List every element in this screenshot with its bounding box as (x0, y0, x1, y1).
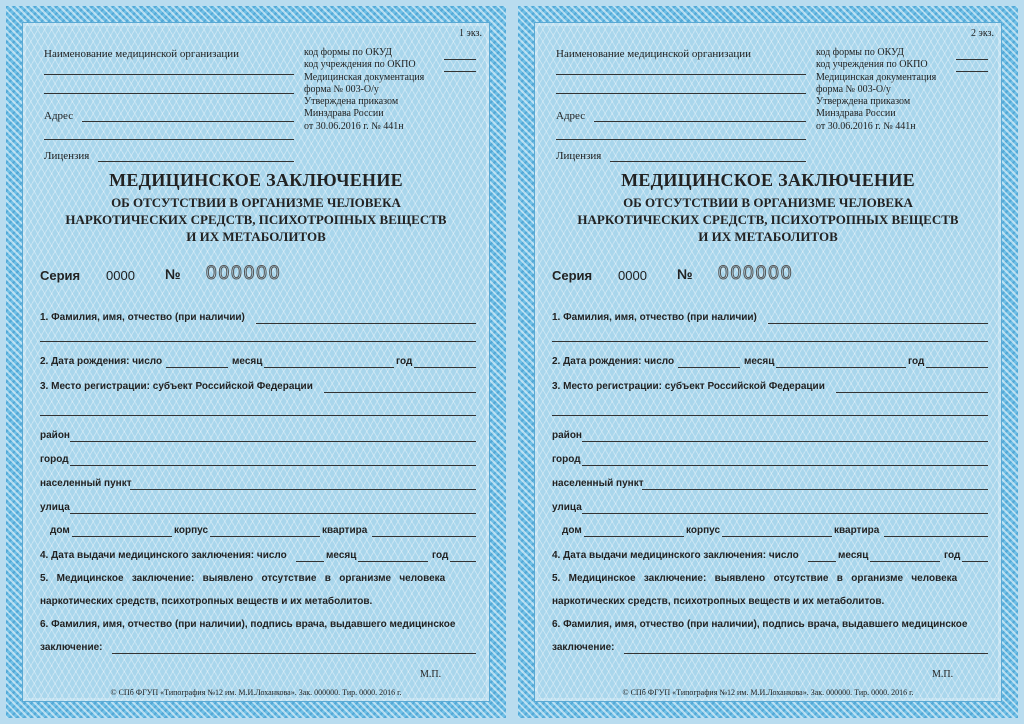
issue-day-label: 4. Дата выдачи медицинского заключения: число (552, 550, 799, 561)
number-value: 000000 (718, 263, 794, 284)
house-label: дом (562, 525, 582, 536)
issue-year-line[interactable] (450, 561, 476, 562)
form-copy-2 (512, 0, 1024, 724)
birth-year-line[interactable] (414, 367, 476, 368)
okud-line: от 30.06.2016 г. № 441н (304, 120, 404, 132)
issue-year-line[interactable] (962, 561, 988, 562)
document-subtitle-3: И ИХ МЕТАБОЛИТОВ (698, 229, 838, 244)
fio-line-2[interactable] (552, 341, 988, 342)
city-line[interactable] (582, 465, 988, 466)
series-value: 0000 (106, 268, 135, 283)
address-line-2[interactable] (44, 139, 294, 140)
number-label: № (165, 266, 181, 282)
building-label: корпус (174, 525, 209, 536)
series-label: Серия (40, 268, 81, 283)
locality-label: населенный пункт (552, 478, 644, 489)
license-line[interactable] (98, 161, 294, 162)
house-line[interactable] (72, 536, 172, 537)
conclusion-text-2: наркотических средств, психотропных веществ и их метаболитов. (552, 596, 885, 607)
number-value: 000000 (206, 263, 282, 284)
okud-line: форма № 003-О/у (304, 83, 379, 95)
locality-label: населенный пункт (40, 478, 132, 489)
series-value: 0000 (618, 268, 647, 283)
building-line[interactable] (210, 536, 320, 537)
fio-label: 1. Фамилия, имя, отчество (при наличии) (40, 312, 245, 323)
okud-line: Утверждена приказом (816, 96, 911, 108)
license-label: Лицензия (556, 150, 602, 162)
building-line[interactable] (722, 536, 832, 537)
okud-line: код формы по ОКУД (304, 47, 392, 58)
city-label: город (552, 454, 581, 465)
birth-year-label: год (908, 356, 925, 367)
locality-line[interactable] (130, 489, 476, 490)
copy-number: 1 экз. (459, 28, 482, 39)
issue-month-line[interactable] (870, 561, 940, 562)
issue-day-line[interactable] (808, 561, 836, 562)
stamp-place-label: М.П. (932, 669, 954, 680)
fio-line-1[interactable] (768, 323, 988, 324)
form-okud-block (304, 47, 424, 133)
issue-month-line[interactable] (358, 561, 428, 562)
document-subtitle-2: НАРКОТИЧЕСКИХ СРЕДСТВ, ПСИХОТРОПНЫХ ВЕЩЕСТВ (577, 212, 959, 227)
form-okud-block (816, 47, 936, 133)
fio-line-2[interactable] (40, 341, 476, 342)
birth-month-line[interactable] (776, 367, 906, 368)
doctor-label-2: заключение: (552, 642, 615, 653)
issue-year-label: год (944, 550, 961, 561)
birth-month-label: месяц (232, 356, 263, 367)
document-title: МЕДИЦИНСКОЕ ЗАКЛЮЧЕНИЕ (621, 170, 915, 190)
doctor-label-1: 6. Фамилия, имя, отчество (при наличии), подпись врача, выдавшего медицинское (40, 619, 456, 630)
birth-day-label: 2. Дата рождения: число (552, 356, 675, 367)
registration-line-1[interactable] (324, 392, 476, 393)
city-label: город (40, 454, 69, 465)
apartment-label: квартира (322, 525, 368, 536)
district-line[interactable] (582, 441, 988, 442)
org-name-line-2[interactable] (556, 93, 806, 94)
number-label: № (677, 266, 693, 282)
issue-month-label: месяц (326, 550, 357, 561)
district-label: район (552, 430, 582, 441)
address-line-1[interactable] (594, 121, 806, 122)
document-subtitle-3: И ИХ МЕТАБОЛИТОВ (186, 229, 326, 244)
okud-line: Минздрава России (816, 108, 896, 120)
printer-footer: © СПб ФГУП «Типография №12 им. М.И.Лоханкова». Зак. 000000. Тир. 0000. 2016 г. (110, 688, 402, 697)
apartment-line[interactable] (372, 536, 476, 537)
address-line-1[interactable] (82, 121, 294, 122)
printer-footer: © СПб ФГУП «Типография №12 им. М.И.Лоханкова». Зак. 000000. Тир. 0000. 2016 г. (622, 688, 914, 697)
issue-day-line[interactable] (296, 561, 324, 562)
okpo-code-line[interactable] (956, 71, 988, 72)
address-label: Адрес (44, 110, 74, 122)
doctor-label-2: заключение: (40, 642, 103, 653)
issue-day-label: 4. Дата выдачи медицинского заключения: число (40, 550, 287, 561)
okud-line: Минздрава России (304, 108, 384, 120)
okud-line: Утверждена приказом (304, 96, 399, 108)
okud-line: код учреждения по ОКПО (304, 59, 416, 71)
org-name-label: Наименование медицинской организации (556, 48, 751, 60)
registration-line-2[interactable] (40, 415, 476, 416)
birth-day-line[interactable] (166, 367, 228, 368)
okpo-code-line[interactable] (444, 71, 476, 72)
house-label: дом (50, 525, 70, 536)
city-line[interactable] (70, 465, 476, 466)
doctor-line[interactable] (112, 653, 476, 654)
birth-year-line[interactable] (926, 367, 988, 368)
org-name-line-1[interactable] (44, 74, 294, 75)
registration-label: 3. Место регистрации: субъект Российской Федерации (552, 381, 825, 392)
street-label: улица (552, 502, 582, 513)
okud-line: от 30.06.2016 г. № 441н (816, 120, 916, 132)
conclusion-text-1: 5. Медицинское заключение: выявлено отсутствие в организме человека (40, 573, 446, 584)
document-title: МЕДИЦИНСКОЕ ЗАКЛЮЧЕНИЕ (109, 170, 403, 190)
okud-line: код учреждения по ОКПО (816, 59, 928, 71)
okud-code-line[interactable] (956, 59, 988, 60)
conclusion-text-2: наркотических средств, психотропных веществ и их метаболитов. (40, 596, 373, 607)
street-line[interactable] (70, 513, 476, 514)
org-name-line-2[interactable] (44, 93, 294, 94)
registration-label: 3. Место регистрации: субъект Российской Федерации (40, 381, 313, 392)
birth-year-label: год (396, 356, 413, 367)
issue-year-label: год (432, 550, 449, 561)
birth-month-line[interactable] (264, 367, 394, 368)
locality-line[interactable] (642, 489, 988, 490)
okud-code-line[interactable] (444, 59, 476, 60)
okud-line: код формы по ОКУД (816, 47, 904, 58)
license-label: Лицензия (44, 150, 90, 162)
house-line[interactable] (584, 536, 684, 537)
org-name-line-1[interactable] (556, 74, 806, 75)
document-subtitle-2: НАРКОТИЧЕСКИХ СРЕДСТВ, ПСИХОТРОПНЫХ ВЕЩЕСТВ (65, 212, 447, 227)
birth-day-label: 2. Дата рождения: число (40, 356, 163, 367)
conclusion-text-1: 5. Медицинское заключение: выявлено отсутствие в организме человека (552, 573, 958, 584)
copy-number: 2 экз. (971, 28, 994, 39)
okud-line: форма № 003-О/у (816, 83, 891, 95)
apartment-line[interactable] (884, 536, 988, 537)
street-line[interactable] (582, 513, 988, 514)
birth-day-line[interactable] (678, 367, 740, 368)
fio-line-1[interactable] (256, 323, 476, 324)
org-name-label: Наименование медицинской организации (44, 48, 239, 60)
district-line[interactable] (70, 441, 476, 442)
street-label: улица (40, 502, 70, 513)
document-subtitle-1: ОБ ОТСУТСТВИИ В ОРГАНИЗМЕ ЧЕЛОВЕКА (111, 195, 401, 210)
address-label: Адрес (556, 110, 586, 122)
okud-line: Медицинская документация (304, 71, 425, 83)
series-label: Серия (552, 268, 593, 283)
document-subtitle-1: ОБ ОТСУТСТВИИ В ОРГАНИЗМЕ ЧЕЛОВЕКА (623, 195, 913, 210)
district-label: район (40, 430, 70, 441)
doctor-line[interactable] (624, 653, 988, 654)
building-label: корпус (686, 525, 721, 536)
registration-line-2[interactable] (552, 415, 988, 416)
birth-month-label: месяц (744, 356, 775, 367)
okud-line: Медицинская документация (816, 71, 937, 83)
fio-label: 1. Фамилия, имя, отчество (при наличии) (552, 312, 757, 323)
address-line-2[interactable] (556, 139, 806, 140)
apartment-label: квартира (834, 525, 880, 536)
issue-month-label: месяц (838, 550, 869, 561)
registration-line-1[interactable] (836, 392, 988, 393)
doctor-label-1: 6. Фамилия, имя, отчество (при наличии), подпись врача, выдавшего медицинское (552, 619, 968, 630)
stamp-place-label: М.П. (420, 669, 442, 680)
license-line[interactable] (610, 161, 806, 162)
